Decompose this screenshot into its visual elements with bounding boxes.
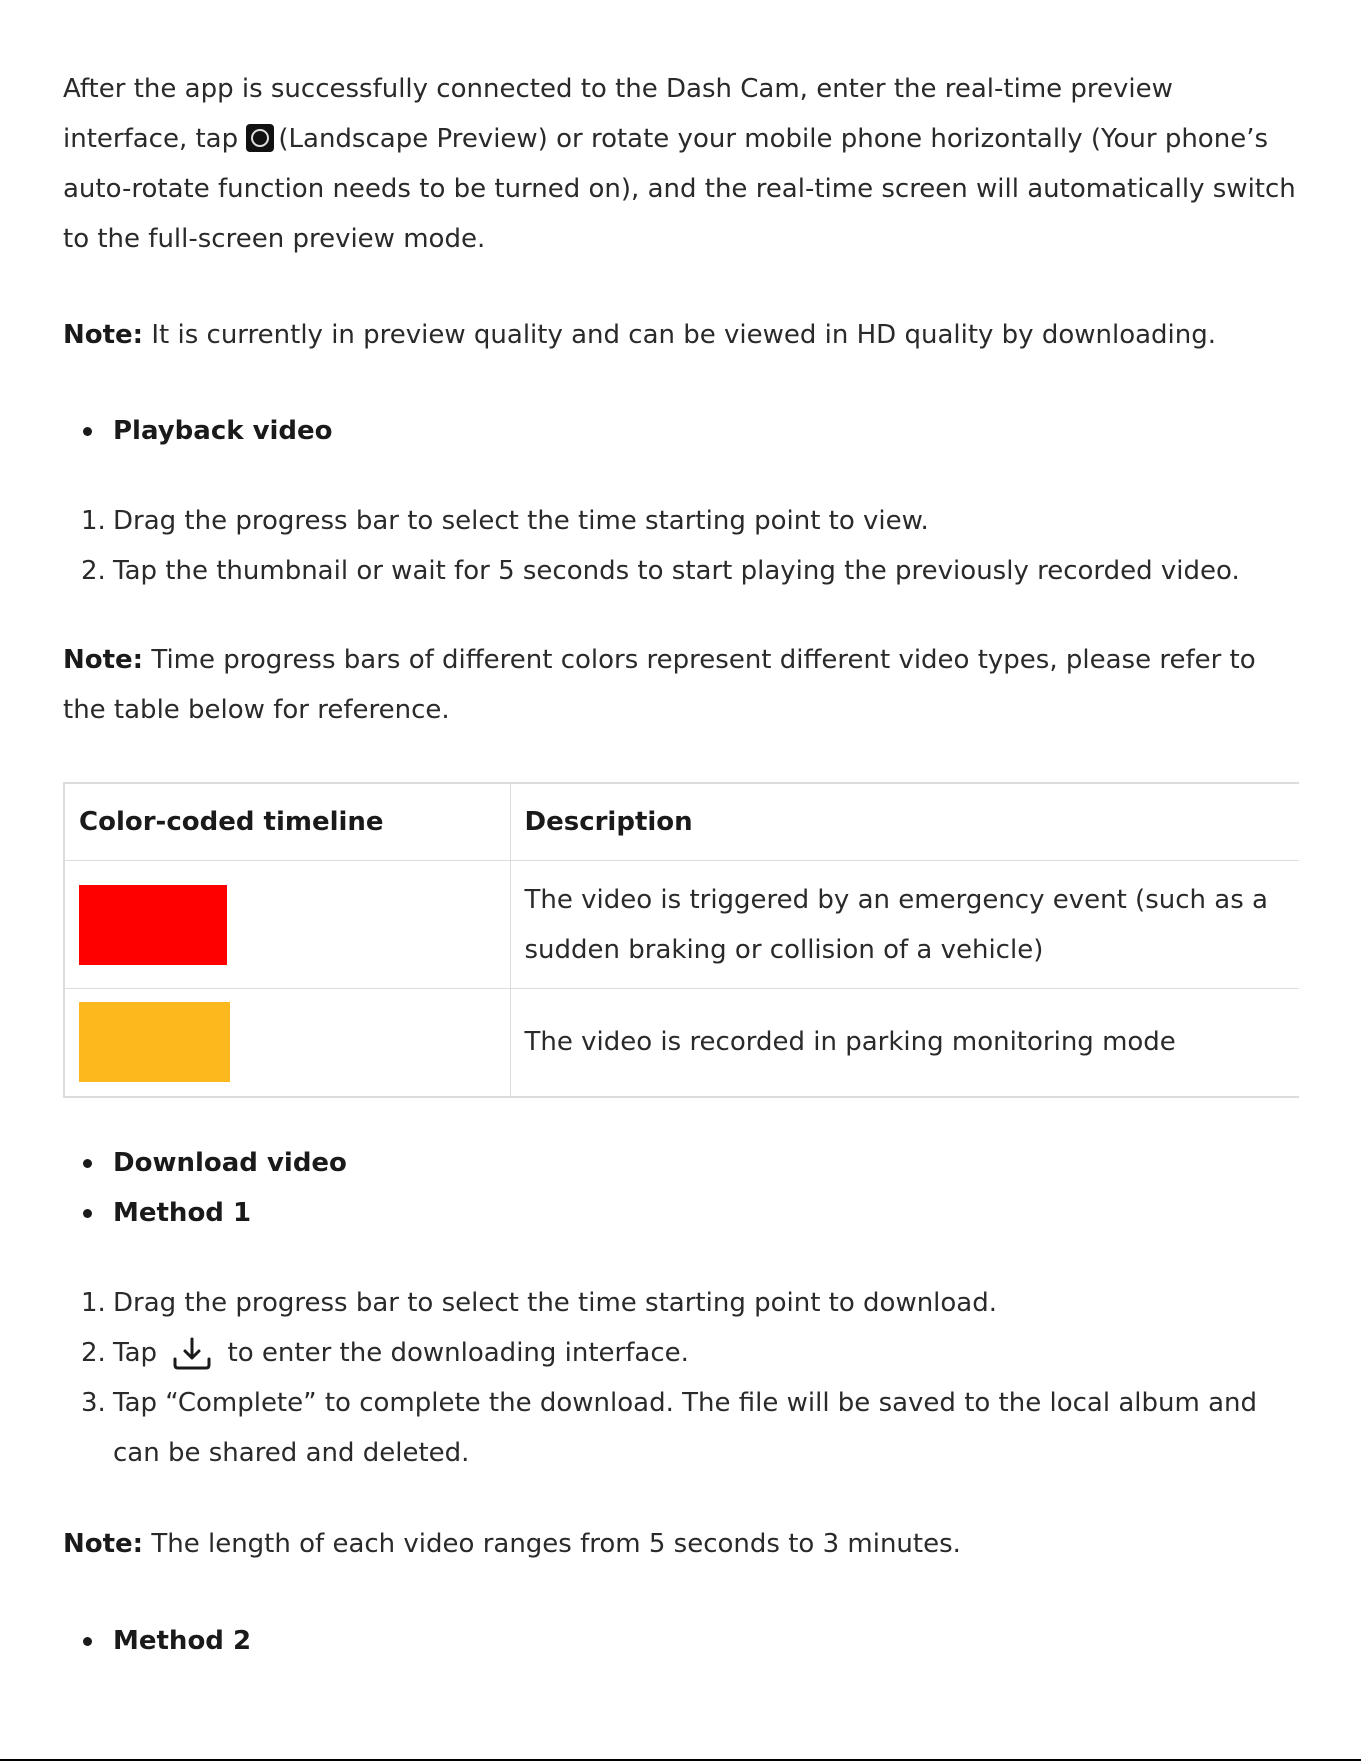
table-header-color: Color-coded timeline [64, 783, 510, 861]
red-timeline-swatch [79, 885, 227, 965]
list-item [81, 1278, 1299, 1328]
note-preview-quality [63, 310, 1299, 360]
step-text: Drag the progress bar to select the time starting point to view. [113, 506, 929, 536]
intro-paragraph [63, 64, 1299, 264]
note-label: Note: [63, 1529, 144, 1559]
table-row [64, 989, 1299, 1097]
list-item [81, 496, 1299, 546]
method-1-heading: Method 1 [113, 1188, 251, 1238]
download-steps-list [81, 1278, 1299, 1478]
method-2-heading: Method 2 [113, 1616, 251, 1666]
step-text: Tap the thumbnail or wait for 5 seconds to start playing the previously recorded video. [113, 556, 1240, 586]
note-text: Time progress bars of different colors represent different video types, please refer to the table below for reference. [63, 645, 1256, 725]
step-number: 2. [81, 556, 106, 586]
step-text: Drag the progress bar to select the time starting point to download. [113, 1288, 998, 1318]
intro-text-after: (Landscape Preview) or rotate your mobile phone horizontally (Your phone’s auto-rotate function needs to be turned on), and the real-time screen will automatically switch to the full-screen preview mode. [63, 124, 1296, 254]
table-cell-description: The video is triggered by an emergency event (such as a sudden braking or collision of a vehicle) [510, 861, 1299, 989]
note-text: The length of each video ranges from 5 seconds to 3 minutes. [151, 1529, 961, 1559]
step-number: 3. [81, 1388, 106, 1418]
playback-video-heading: Playback video [113, 406, 333, 456]
orange-timeline-swatch [79, 1002, 230, 1082]
table-header-description: Description [510, 783, 1299, 861]
landscape-preview-icon [246, 124, 274, 152]
note-video-length [63, 1519, 1299, 1569]
step-number: 2. [81, 1338, 106, 1368]
step-number: 1. [81, 1288, 106, 1318]
table-cell-description: The video is recorded in parking monitoring mode [510, 989, 1299, 1097]
note-label: Note: [63, 645, 144, 675]
intro-text-before: After the app is successfully connected to the Dash Cam, enter the real-time preview interface, tap [63, 74, 1173, 154]
color-timeline-table [63, 782, 1299, 1098]
step-text: Tap “Complete” to complete the download. The file will be saved to the local album and can be shared and deleted. [113, 1388, 1257, 1468]
note-color-bars [63, 635, 1299, 735]
list-item [81, 1378, 1299, 1478]
table-cell-color [64, 861, 510, 989]
step-number: 1. [81, 506, 106, 536]
table-row [64, 861, 1299, 989]
list-item [81, 546, 1299, 596]
download-video-heading: Download video [113, 1138, 347, 1188]
table-cell-color [64, 989, 510, 1097]
table-header-row [64, 783, 1299, 861]
list-item [81, 1328, 1299, 1378]
download-icon [171, 1337, 213, 1371]
note-label: Note: [63, 320, 144, 350]
note-text: It is currently in preview quality and can be viewed in HD quality by downloading. [151, 320, 1217, 350]
step-text: Tap [113, 1338, 158, 1368]
step-text: to enter the downloading interface. [227, 1338, 689, 1368]
playback-steps-list [81, 496, 1299, 596]
